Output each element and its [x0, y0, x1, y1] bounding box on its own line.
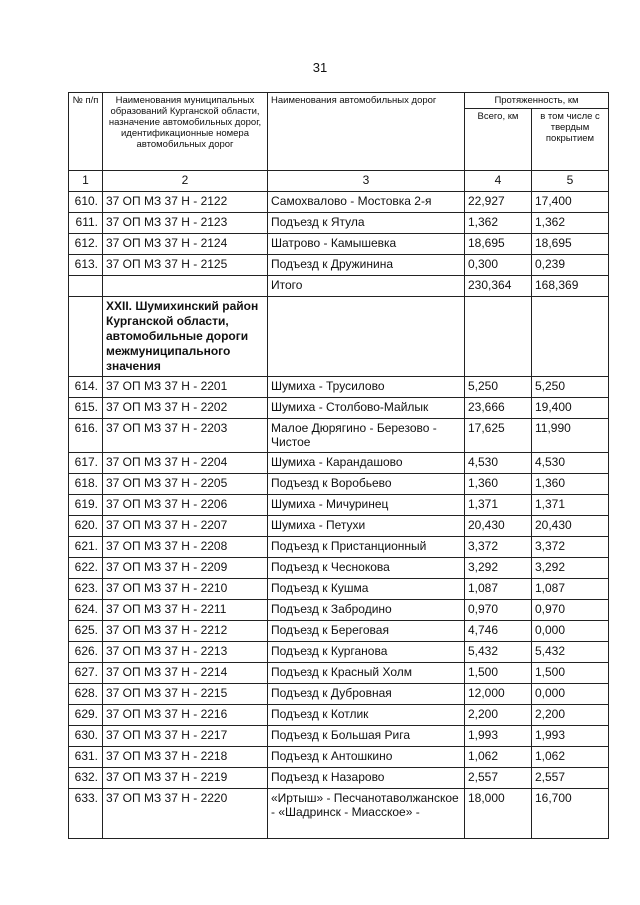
row-number: 620.: [69, 516, 103, 537]
table-row: [69, 516, 609, 537]
section-empty: [268, 297, 465, 377]
road-length-paved: 2,557: [532, 768, 609, 789]
table-row: [69, 192, 609, 213]
road-length-total: 18,695: [465, 234, 532, 255]
road-id: 37 ОП МЗ 37 Н - 2122: [103, 192, 268, 213]
road-length-total: 1,062: [465, 747, 532, 768]
table-row: [69, 747, 609, 768]
header-paved: в том числе с твердым покрытием: [532, 109, 609, 171]
table-row: [69, 398, 609, 419]
road-name: Подъезд к Антошкино: [268, 747, 465, 768]
header-length: Протяженность, км: [465, 93, 609, 109]
road-id: 37 ОП МЗ 37 Н - 2211: [103, 600, 268, 621]
row-number: 614.: [69, 377, 103, 398]
road-length-paved: 1,500: [532, 663, 609, 684]
road-length-total: 23,666: [465, 398, 532, 419]
road-length-total: 4,530: [465, 453, 532, 474]
table-row: [69, 495, 609, 516]
column-number: 1: [69, 171, 103, 192]
road-id: 37 ОП МЗ 37 Н - 2206: [103, 495, 268, 516]
road-length-total: 2,557: [465, 768, 532, 789]
column-number: 5: [532, 171, 609, 192]
road-name: Шумиха - Мичуринец: [268, 495, 465, 516]
row-number: 611.: [69, 213, 103, 234]
road-length-paved: 20,430: [532, 516, 609, 537]
road-name: Подъезд к Воробьево: [268, 474, 465, 495]
road-id: 37 ОП МЗ 37 Н - 2217: [103, 726, 268, 747]
road-name: Подъезд к Курганова: [268, 642, 465, 663]
road-id: 37 ОП МЗ 37 Н - 2123: [103, 213, 268, 234]
row-number: 630.: [69, 726, 103, 747]
section-empty: [69, 297, 103, 377]
table-row: [69, 642, 609, 663]
row-number: 632.: [69, 768, 103, 789]
road-length-total: 1,500: [465, 663, 532, 684]
row-number: 610.: [69, 192, 103, 213]
table-row: [69, 600, 609, 621]
section-empty: [532, 297, 609, 377]
road-name: Подъезд к Дубровная: [268, 684, 465, 705]
road-name: Шумиха - Петухи: [268, 516, 465, 537]
road-length-paved: 18,695: [532, 234, 609, 255]
road-length-paved: 11,990: [532, 419, 609, 453]
column-number: 3: [268, 171, 465, 192]
road-length-total: 17,625: [465, 419, 532, 453]
road-length-total: 5,250: [465, 377, 532, 398]
table-row: [69, 558, 609, 579]
total-empty: [103, 276, 268, 297]
roads-table: [68, 92, 609, 839]
row-number: 629.: [69, 705, 103, 726]
row-number: 625.: [69, 621, 103, 642]
road-id: 37 ОП МЗ 37 Н - 2202: [103, 398, 268, 419]
road-name: Подъезд к Назарово: [268, 768, 465, 789]
road-id: 37 ОП МЗ 37 Н - 2208: [103, 537, 268, 558]
row-number: 633.: [69, 789, 103, 839]
row-number: 617.: [69, 453, 103, 474]
table-row: [69, 474, 609, 495]
column-number: 4: [465, 171, 532, 192]
total-empty: [69, 276, 103, 297]
road-id: 37 ОП МЗ 37 Н - 2214: [103, 663, 268, 684]
row-number: 623.: [69, 579, 103, 600]
row-number: 624.: [69, 600, 103, 621]
road-name: Подъезд к Большая Рига: [268, 726, 465, 747]
road-id: 37 ОП МЗ 37 Н - 2124: [103, 234, 268, 255]
road-length-total: 1,371: [465, 495, 532, 516]
road-name: Подъезд к Забродино: [268, 600, 465, 621]
table-row: [69, 234, 609, 255]
total-paved: 168,369: [532, 276, 609, 297]
road-id: 37 ОП МЗ 37 Н - 2220: [103, 789, 268, 839]
header-municipal: Наименования муниципальных образований Курганской области, назначение автомобильных дорог, идентификационные номера автомобильных дорог: [103, 93, 268, 171]
road-length-paved: 1,360: [532, 474, 609, 495]
road-name: Подъезд к Красный Холм: [268, 663, 465, 684]
table-row: [69, 377, 609, 398]
row-number: 615.: [69, 398, 103, 419]
road-length-paved: 0,970: [532, 600, 609, 621]
table-row: [69, 255, 609, 276]
road-id: 37 ОП МЗ 37 Н - 2216: [103, 705, 268, 726]
road-length-total: 3,372: [465, 537, 532, 558]
road-name: Подъезд к Кушма: [268, 579, 465, 600]
road-length-paved: 1,371: [532, 495, 609, 516]
road-id: 37 ОП МЗ 37 Н - 2218: [103, 747, 268, 768]
road-name: Самохвалово - Мостовка 2-я: [268, 192, 465, 213]
road-id: 37 ОП МЗ 37 Н - 2213: [103, 642, 268, 663]
row-number: 626.: [69, 642, 103, 663]
road-length-paved: 4,530: [532, 453, 609, 474]
road-length-total: 18,000: [465, 789, 532, 839]
road-id: 37 ОП МЗ 37 Н - 2209: [103, 558, 268, 579]
road-length-paved: 0,000: [532, 621, 609, 642]
table-row: [69, 705, 609, 726]
road-length-total: 1,360: [465, 474, 532, 495]
road-name: Шумиха - Столбово-Майлык: [268, 398, 465, 419]
road-name: Подъезд к Дружинина: [268, 255, 465, 276]
table-row: [69, 453, 609, 474]
row-number: 618.: [69, 474, 103, 495]
road-name: «Иртыш» - Песчанотаволжанское - «Шадринск - Миасское» -: [268, 789, 465, 839]
road-length-total: 1,993: [465, 726, 532, 747]
row-number: 622.: [69, 558, 103, 579]
road-length-paved: 1,087: [532, 579, 609, 600]
road-id: 37 ОП МЗ 37 Н - 2210: [103, 579, 268, 600]
row-number: 616.: [69, 419, 103, 453]
road-name: Шумиха - Карандашово: [268, 453, 465, 474]
road-length-total: 2,200: [465, 705, 532, 726]
road-length-total: 4,746: [465, 621, 532, 642]
total-length: 230,364: [465, 276, 532, 297]
page-number: 31: [312, 60, 328, 75]
total-label: Итого: [268, 276, 465, 297]
road-length-total: 20,430: [465, 516, 532, 537]
road-id: 37 ОП МЗ 37 Н - 2219: [103, 768, 268, 789]
row-number: 612.: [69, 234, 103, 255]
road-length-paved: 5,432: [532, 642, 609, 663]
column-number: 2: [103, 171, 268, 192]
road-length-total: 1,362: [465, 213, 532, 234]
road-name: Подъезд к Ятула: [268, 213, 465, 234]
road-length-total: 0,300: [465, 255, 532, 276]
road-length-paved: 1,362: [532, 213, 609, 234]
road-length-total: 1,087: [465, 579, 532, 600]
road-name: Шумиха - Трусилово: [268, 377, 465, 398]
road-length-paved: 2,200: [532, 705, 609, 726]
road-length-paved: 16,700: [532, 789, 609, 839]
road-name: Малое Дюрягино - Березово - Чистое: [268, 419, 465, 453]
header-road-name: Наименования автомобильных дорог: [268, 93, 465, 171]
road-id: 37 ОП МЗ 37 Н - 2203: [103, 419, 268, 453]
road-name: Шатрово - Камышевка: [268, 234, 465, 255]
road-name: Подъезд к Береговая: [268, 621, 465, 642]
road-id: 37 ОП МЗ 37 Н - 2204: [103, 453, 268, 474]
road-length-paved: 1,993: [532, 726, 609, 747]
row-number: 628.: [69, 684, 103, 705]
table-row: [69, 621, 609, 642]
road-length-total: 3,292: [465, 558, 532, 579]
row-number: 621.: [69, 537, 103, 558]
table-row: [69, 684, 609, 705]
table-row: [69, 768, 609, 789]
row-number: 627.: [69, 663, 103, 684]
road-id: 37 ОП МЗ 37 Н - 2201: [103, 377, 268, 398]
row-number: 631.: [69, 747, 103, 768]
table-row: [69, 419, 609, 453]
road-name: Подъезд к Чеснокова: [268, 558, 465, 579]
table-row: [69, 579, 609, 600]
road-length-paved: 3,292: [532, 558, 609, 579]
header-total: Всего, км: [465, 109, 532, 171]
road-length-total: 0,970: [465, 600, 532, 621]
road-id: 37 ОП МЗ 37 Н - 2205: [103, 474, 268, 495]
road-length-total: 12,000: [465, 684, 532, 705]
row-number: 619.: [69, 495, 103, 516]
header-no: № п/п: [69, 93, 103, 171]
road-id: 37 ОП МЗ 37 Н - 2212: [103, 621, 268, 642]
table-row: [69, 663, 609, 684]
road-id: 37 ОП МЗ 37 Н - 2215: [103, 684, 268, 705]
road-length-total: 22,927: [465, 192, 532, 213]
road-name: Подъезд к Котлик: [268, 705, 465, 726]
road-length-paved: 1,062: [532, 747, 609, 768]
road-name: Подъезд к Пристанционный: [268, 537, 465, 558]
road-length-paved: 5,250: [532, 377, 609, 398]
road-length-paved: 3,372: [532, 537, 609, 558]
road-length-paved: 0,000: [532, 684, 609, 705]
table-row: [69, 726, 609, 747]
road-id: 37 ОП МЗ 37 Н - 2207: [103, 516, 268, 537]
road-length-paved: 19,400: [532, 398, 609, 419]
table-row: [69, 213, 609, 234]
road-length-total: 5,432: [465, 642, 532, 663]
table-row: [69, 537, 609, 558]
road-length-paved: 17,400: [532, 192, 609, 213]
road-id: 37 ОП МЗ 37 Н - 2125: [103, 255, 268, 276]
section-empty: [465, 297, 532, 377]
row-number: 613.: [69, 255, 103, 276]
section-title: XXII. Шумихинский район Курганской области, автомобильные дороги межмуниципального значения: [103, 297, 268, 377]
road-length-paved: 0,239: [532, 255, 609, 276]
